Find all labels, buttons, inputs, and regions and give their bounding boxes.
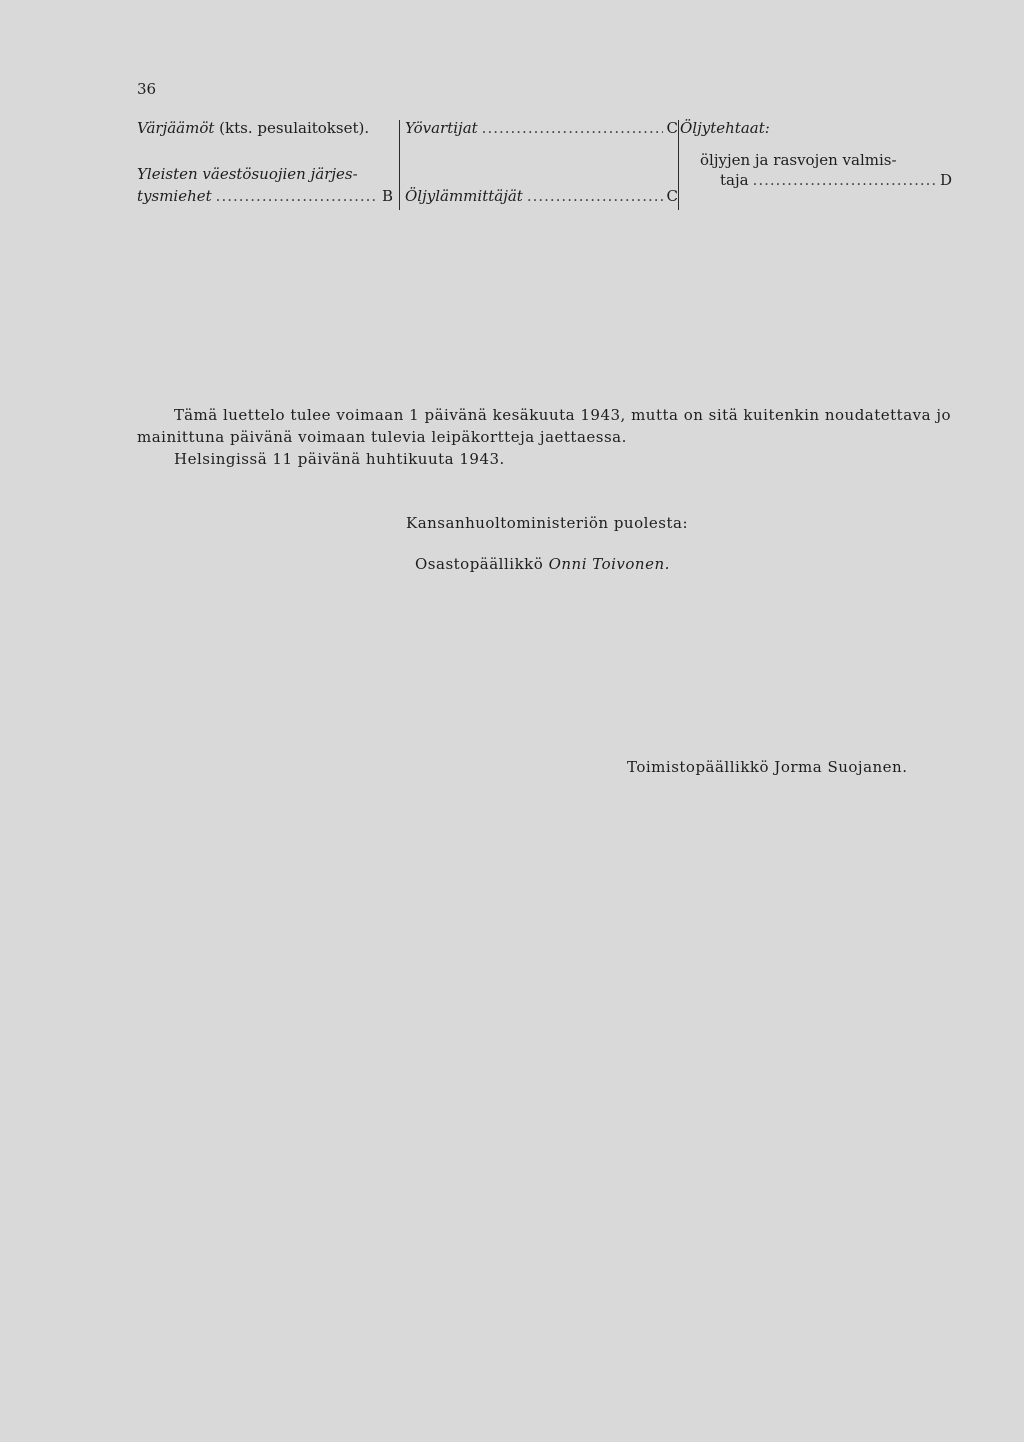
leader-dots xyxy=(216,186,378,206)
paragraph-line: mainittuna päivänä voimaan tulevia leipäkortteja jaettaessa. xyxy=(137,428,627,446)
category-code: B xyxy=(381,187,393,205)
place-date: Helsingissä 11 päivänä huhtikuuta 1943. xyxy=(174,450,505,468)
signature-1 xyxy=(415,553,670,575)
signatory-title: Osastopäällikkö xyxy=(415,555,544,573)
column-divider xyxy=(399,120,400,210)
list-item xyxy=(680,170,952,190)
occupation-columns xyxy=(137,118,952,212)
on-behalf-line: Kansanhuoltoministeriön puolesta: xyxy=(406,514,689,532)
list-item xyxy=(137,186,393,206)
list-item xyxy=(137,118,393,138)
occupation-name-line1: Yleisten väestösuojien järjes- xyxy=(137,165,358,183)
occupation-name-line2: tysmiehet xyxy=(137,187,212,205)
category-code: C xyxy=(666,119,678,137)
occupation-name: Öljylämmittäjät xyxy=(405,187,523,205)
occupation-name-line1: öljyjen ja rasvojen valmis- xyxy=(700,151,897,169)
occupation-name: Värjäämöt xyxy=(137,119,215,137)
leader-dots xyxy=(527,186,663,206)
section-heading: Öljytehtaat: xyxy=(680,119,770,137)
signature-2: Toimistopäällikkö Jorma Suojanen. xyxy=(627,758,908,776)
list-item xyxy=(405,186,678,206)
leader-dots xyxy=(753,170,936,190)
occupation-name-line2: taja xyxy=(720,171,749,189)
leader-dots xyxy=(482,118,663,138)
page-number: 36 xyxy=(137,80,157,98)
list-item xyxy=(405,118,678,138)
signatory-name: Onni Toivonen. xyxy=(548,555,670,573)
paragraph-line: Tämä luettelo tulee voimaan 1 päivänä kesäkuuta 1943, mutta on sitä kuitenkin noudatettava jo xyxy=(174,406,952,424)
occupation-note: (kts. pesulaitokset). xyxy=(219,119,370,137)
occupation-name: Yövartijat xyxy=(405,119,478,137)
body-paragraph xyxy=(137,404,957,448)
category-code: C xyxy=(666,187,678,205)
category-code: D xyxy=(939,171,952,189)
column-divider xyxy=(678,120,679,210)
